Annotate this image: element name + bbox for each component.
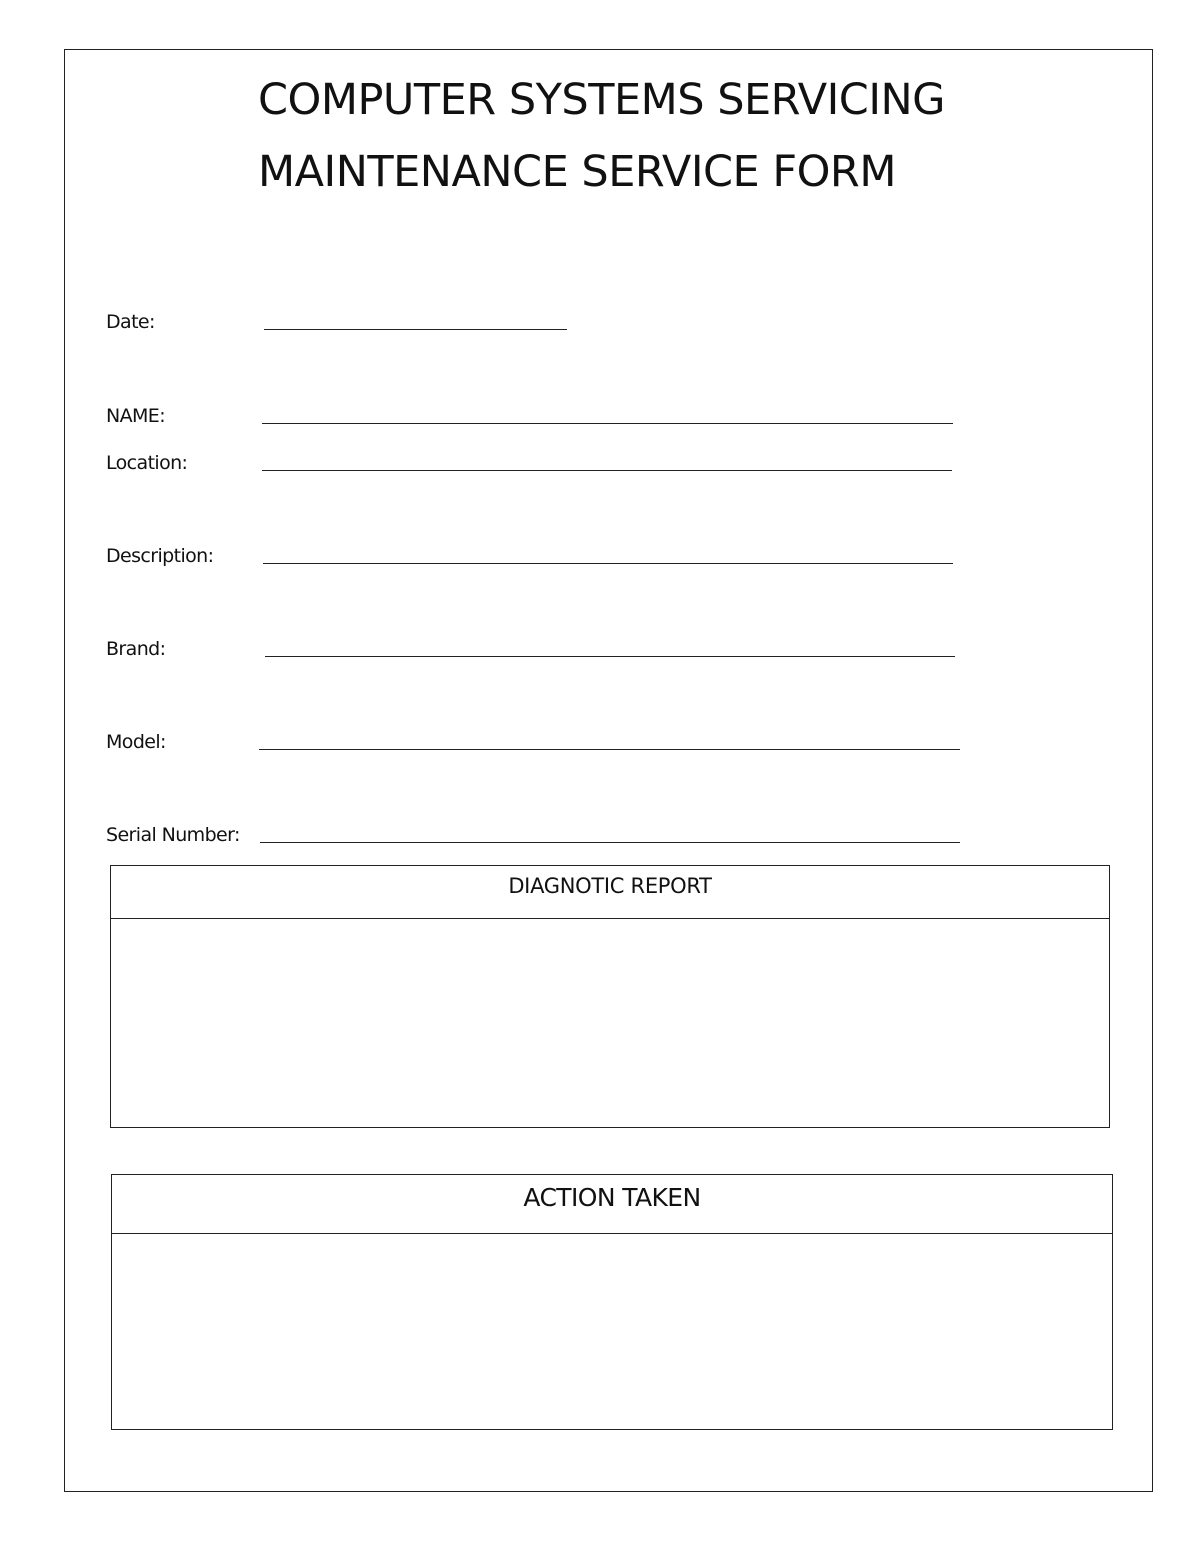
name-field[interactable] (262, 423, 953, 424)
action-taken-area[interactable] (112, 1234, 1112, 1429)
action-taken-box (111, 1174, 1113, 1430)
diagnostic-report-box (110, 865, 1110, 1128)
name-label: NAME: (106, 405, 166, 427)
brand-label: Brand: (106, 638, 166, 660)
date-field[interactable] (264, 329, 567, 330)
form-title (258, 64, 1058, 208)
form-title-line-1: COMPUTER SYSTEMS SERVICING (258, 75, 945, 125)
description-field[interactable] (263, 563, 953, 564)
serial-number-field[interactable] (260, 842, 960, 843)
model-field[interactable] (259, 749, 960, 750)
brand-field[interactable] (265, 656, 955, 657)
serial-number-label: Serial Number: (106, 824, 240, 846)
diagnostic-report-header: DIAGNOTIC REPORT (111, 866, 1109, 919)
form-title-line-2: MAINTENANCE SERVICE FORM (258, 147, 896, 197)
location-field[interactable] (262, 470, 952, 471)
action-taken-header: ACTION TAKEN (112, 1175, 1112, 1234)
model-label: Model: (106, 731, 166, 753)
date-label: Date: (106, 311, 155, 333)
diagnostic-report-area[interactable] (111, 919, 1109, 1127)
description-label: Description: (106, 545, 214, 567)
location-label: Location: (106, 452, 188, 474)
